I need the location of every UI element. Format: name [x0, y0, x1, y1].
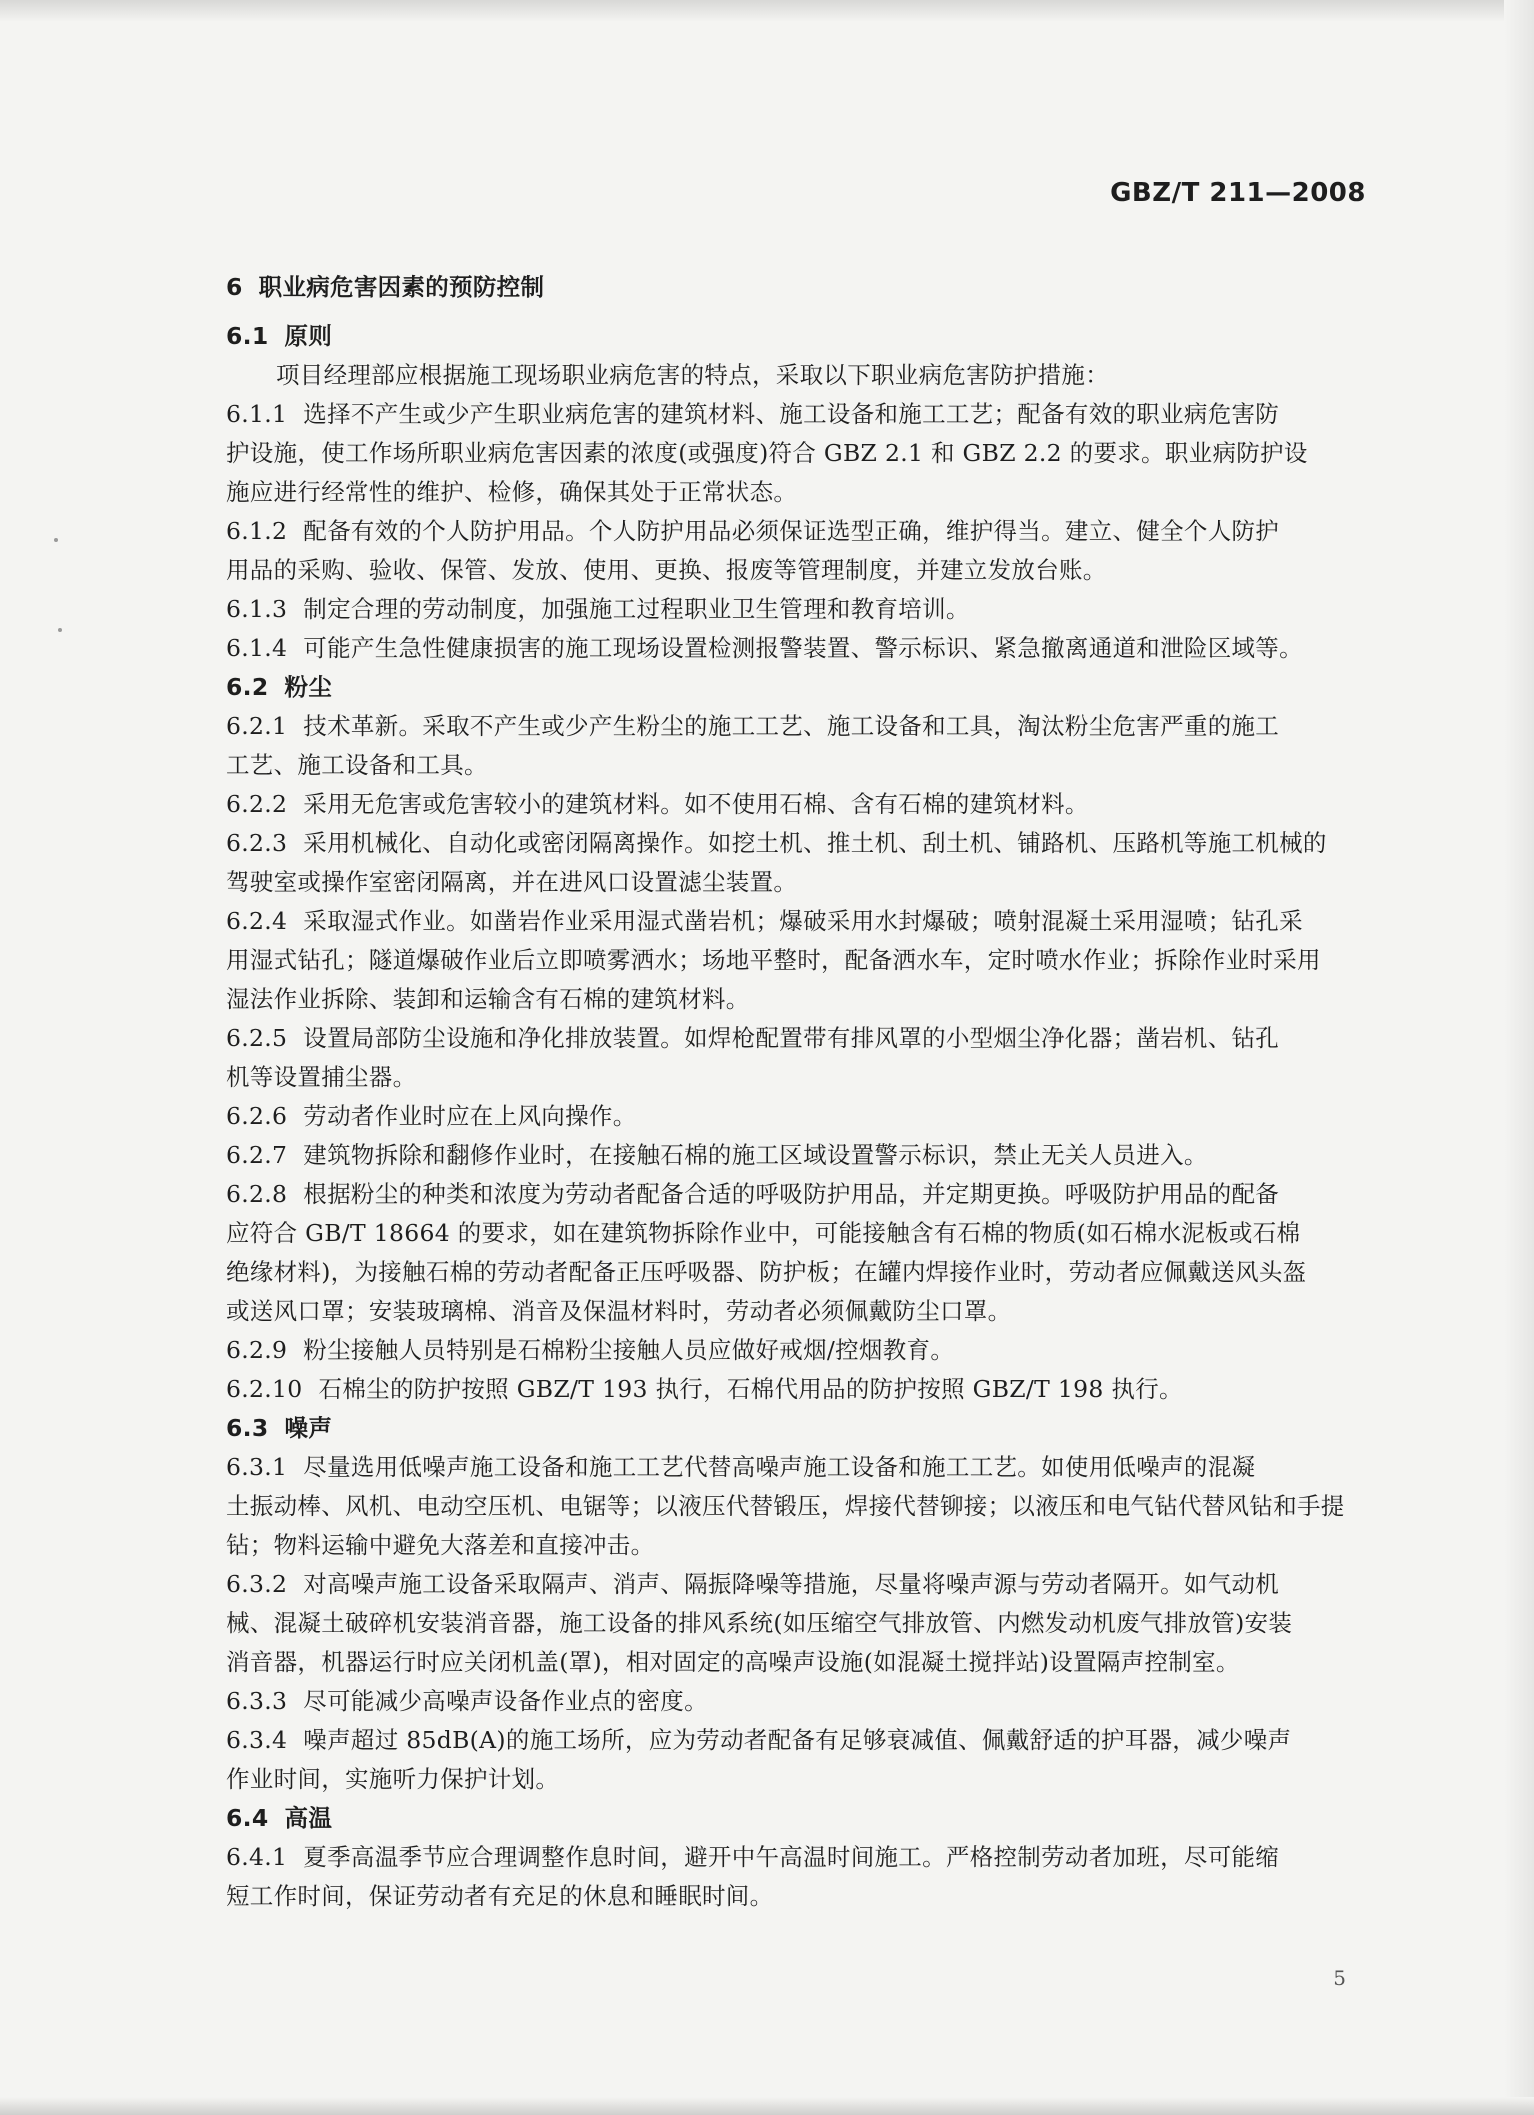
continuation-line	[226, 1487, 1368, 1526]
clause-line	[226, 902, 1368, 941]
standard-code: GBZ/T 211—2008	[1110, 178, 1366, 208]
line-text: 用品的采购、验收、保管、发放、使用、更换、报废等管理制度，并建立发放台账。	[226, 556, 1107, 584]
continuation-line	[226, 434, 1368, 473]
clause-line	[226, 1097, 1368, 1136]
continuation-line	[226, 1292, 1368, 1331]
line-text: 作业时间，实施听力保护计划。	[226, 1765, 560, 1793]
clause-line	[226, 395, 1368, 434]
continuation-line	[226, 1214, 1368, 1253]
clause-number: 6.2.10	[226, 1375, 303, 1403]
line-text: 石棉尘的防护按照 GBZ/T 193 执行，石棉代用品的防护按照 GBZ/T 198 执行。	[318, 1375, 1183, 1403]
line-text: 采用无危害或危害较小的建筑材料。如不使用石棉、含有石棉的建筑材料。	[303, 790, 1089, 818]
line-text: 设置局部防尘设施和净化排放装置。如焊枪配置带有排风罩的小型烟尘净化器；凿岩机、钻孔	[303, 1024, 1280, 1052]
continuation-line	[226, 1877, 1368, 1916]
clause-number: 6.2.5	[226, 1024, 288, 1052]
line-text: 尽可能减少高噪声设备作业点的密度。	[303, 1687, 708, 1715]
line-text: 土振动棒、风机、电动空压机、电锯等；以液压代替锻压，焊接代替铆接；以液压和电气钻代替风钻和手提	[226, 1492, 1345, 1520]
clause-number: 6.3.3	[226, 1687, 288, 1715]
clause-line	[226, 824, 1368, 863]
line-text: 技术革新。采取不产生或少产生粉尘的施工工艺、施工设备和工具，淘汰粉尘危害严重的施工	[303, 712, 1280, 740]
clause-number: 6.4.1	[226, 1843, 288, 1871]
chapter-heading	[226, 268, 1368, 307]
line-text: 工艺、施工设备和工具。	[226, 751, 488, 779]
line-text: 用湿式钻孔；隧道爆破作业后立即喷雾洒水；场地平整时，配备洒水车，定时喷水作业；拆除作业时采用	[226, 946, 1321, 974]
line-text: 施应进行经常性的维护、检修，确保其处于正常状态。	[226, 478, 798, 506]
clause-number: 6.1.4	[226, 634, 288, 662]
continuation-line	[226, 1643, 1368, 1682]
clause-number: 6.1.2	[226, 517, 288, 545]
line-text: 采用机械化、自动化或密闭隔离操作。如挖土机、推土机、刮土机、铺路机、压路机等施工机械的	[303, 829, 1327, 857]
clause-number: 6.2.4	[226, 907, 288, 935]
line-text: 噪声	[284, 1414, 333, 1442]
clause-line	[226, 1370, 1368, 1409]
continuation-line	[226, 1604, 1368, 1643]
line-text: 粉尘	[284, 673, 333, 701]
line-text: 尽量选用低噪声施工设备和施工工艺代替高噪声施工设备和施工工艺。如使用低噪声的混凝	[303, 1453, 1256, 1481]
line-text: 采取湿式作业。如凿岩作业采用湿式凿岩机；爆破采用水封爆破；喷射混凝土采用湿喷；钻孔采	[303, 907, 1303, 935]
scan-speck	[54, 538, 58, 542]
line-text: 应符合 GB/T 18664 的要求，如在建筑物拆除作业中，可能接触含有石棉的物质(如石棉水泥板或石棉	[226, 1219, 1301, 1247]
clause-number: 6.3	[226, 1414, 269, 1442]
clause-number: 6.2.1	[226, 712, 288, 740]
clause-line	[226, 512, 1368, 551]
page-number: 5	[1333, 1966, 1346, 1990]
line-text: 护设施，使工作场所职业病危害因素的浓度(或强度)符合 GBZ 2.1 和 GBZ 2.2 的要求。职业病防护设	[226, 439, 1308, 467]
clause-number: 6.4	[226, 1804, 269, 1832]
section-heading	[226, 317, 1368, 356]
line-text: 湿法作业拆除、装卸和运输含有石棉的建筑材料。	[226, 985, 750, 1013]
line-text: 建筑物拆除和翻修作业时，在接触石棉的施工区域设置警示标识，禁止无关人员进入。	[303, 1141, 1208, 1169]
clause-number: 6.2.9	[226, 1336, 288, 1364]
clause-number: 6.2	[226, 673, 269, 701]
line-text: 职业病危害因素的预防控制	[258, 273, 545, 301]
line-text: 噪声超过 85dB(A)的施工场所，应为劳动者配备有足够衰减值、佩戴舒适的护耳器，减少噪声	[303, 1726, 1292, 1754]
line-text: 选择不产生或少产生职业病危害的建筑材料、施工设备和施工工艺；配备有效的职业病危害防	[303, 400, 1280, 428]
continuation-line	[226, 1760, 1368, 1799]
clause-line	[226, 1019, 1368, 1058]
line-text: 配备有效的个人防护用品。个人防护用品必须保证选型正确，维护得当。建立、健全个人防护	[303, 517, 1280, 545]
clause-number: 6.3.2	[226, 1570, 288, 1598]
continuation-line	[226, 941, 1368, 980]
section-heading	[226, 1799, 1368, 1838]
clause-number: 6.2.7	[226, 1141, 288, 1169]
clause-line	[226, 1721, 1368, 1760]
line-text: 制定合理的劳动制度，加强施工过程职业卫生管理和教育培训。	[303, 595, 970, 623]
continuation-line	[226, 1526, 1368, 1565]
clause-line	[226, 1175, 1368, 1214]
clause-line	[226, 1838, 1368, 1877]
line-text: 机等设置捕尘器。	[226, 1063, 417, 1091]
line-text: 项目经理部应根据施工现场职业病危害的特点，采取以下职业病危害防护措施：	[276, 361, 1109, 389]
clause-number: 6.2.3	[226, 829, 288, 857]
line-text: 绝缘材料)，为接触石棉的劳动者配备正压呼吸器、防护板；在罐内焊接作业时，劳动者应佩戴送风头盔	[226, 1258, 1307, 1286]
clause-number: 6.3.1	[226, 1453, 288, 1481]
clause-number: 6	[226, 273, 243, 301]
line-text: 钻；物料运输中避免大落差和直接冲击。	[226, 1531, 655, 1559]
continuation-line	[226, 1058, 1368, 1097]
clause-line	[226, 1136, 1368, 1175]
scan-edge-top	[0, 0, 1534, 22]
clause-line	[226, 1331, 1368, 1370]
paragraph-line	[226, 356, 1368, 395]
clause-number: 6.3.4	[226, 1726, 288, 1754]
clause-line	[226, 785, 1368, 824]
clause-line	[226, 629, 1368, 668]
clause-line	[226, 1448, 1368, 1487]
clause-number: 6.2.2	[226, 790, 288, 818]
line-text: 对高噪声施工设备采取隔声、消声、隔振降噪等措施，尽量将噪声源与劳动者隔开。如气动机	[303, 1570, 1280, 1598]
clause-number: 6.1.1	[226, 400, 288, 428]
line-text: 根据粉尘的种类和浓度为劳动者配备合适的呼吸防护用品，并定期更换。呼吸防护用品的配备	[303, 1180, 1280, 1208]
clause-line	[226, 707, 1368, 746]
continuation-line	[226, 863, 1368, 902]
scan-speck	[58, 628, 62, 632]
line-text: 夏季高温季节应合理调整作息时间，避开中午高温时间施工。严格控制劳动者加班，尽可能缩	[303, 1843, 1280, 1871]
line-text: 原则	[284, 322, 333, 350]
continuation-line	[226, 551, 1368, 590]
clause-number: 6.1	[226, 322, 269, 350]
section-heading	[226, 668, 1368, 707]
line-text: 劳动者作业时应在上风向操作。	[303, 1102, 637, 1130]
section-heading	[226, 1409, 1368, 1448]
scan-edge-bottom	[0, 2097, 1534, 2115]
line-text: 或送风口罩；安装玻璃棉、消音及保温材料时，劳动者必须佩戴防尘口罩。	[226, 1297, 1012, 1325]
document-body	[226, 268, 1368, 1916]
line-text: 粉尘接触人员特别是石棉粉尘接触人员应做好戒烟/控烟教育。	[303, 1336, 955, 1364]
clause-number: 6.2.8	[226, 1180, 288, 1208]
continuation-line	[226, 473, 1368, 512]
scan-edge-right	[1504, 0, 1534, 2115]
line-text: 短工作时间，保证劳动者有充足的休息和睡眠时间。	[226, 1882, 774, 1910]
clause-line	[226, 1682, 1368, 1721]
line-text: 高温	[284, 1804, 333, 1832]
clause-number: 6.1.3	[226, 595, 288, 623]
clause-number: 6.2.6	[226, 1102, 288, 1130]
clause-line	[226, 590, 1368, 629]
line-text: 可能产生急性健康损害的施工现场设置检测报警装置、警示标识、紧急撤离通道和泄险区域等。	[303, 634, 1303, 662]
line-text: 驾驶室或操作室密闭隔离，并在进风口设置滤尘装置。	[226, 868, 798, 896]
continuation-line	[226, 980, 1368, 1019]
line-text: 消音器，机器运行时应关闭机盖(罩)，相对固定的高噪声设施(如混凝土搅拌站)设置隔声控制室。	[226, 1648, 1240, 1676]
continuation-line	[226, 1253, 1368, 1292]
line-text: 械、混凝土破碎机安装消音器，施工设备的排风系统(如压缩空气排放管、内燃发动机废气排放管)安装	[226, 1609, 1293, 1637]
clause-line	[226, 1565, 1368, 1604]
continuation-line	[226, 746, 1368, 785]
